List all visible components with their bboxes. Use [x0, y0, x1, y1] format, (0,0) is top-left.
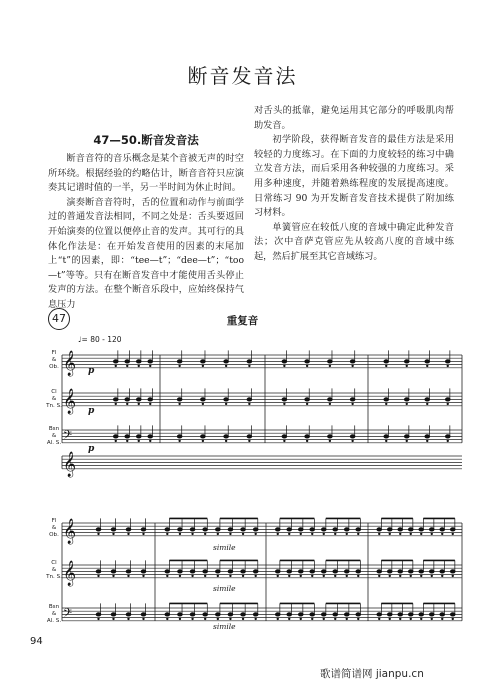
note-head — [190, 613, 195, 616]
note-head — [136, 360, 141, 363]
note-head — [201, 398, 206, 401]
staccato-dot — [452, 533, 453, 534]
staccato-dot — [138, 365, 139, 366]
note-head — [425, 435, 430, 438]
dynamic-piano: p — [88, 444, 95, 454]
staccato-dot — [289, 533, 290, 534]
note-head — [419, 613, 424, 616]
note-head — [126, 570, 131, 573]
section-heading: 47—50.断音发音法 — [93, 133, 199, 147]
note-head — [287, 570, 292, 573]
note-head — [148, 435, 153, 438]
note-head — [377, 528, 382, 531]
note-head — [387, 613, 392, 616]
treble-clef-icon: 𝄞 — [63, 561, 77, 586]
note-head — [419, 570, 424, 573]
note-head — [450, 613, 455, 616]
note-head — [310, 613, 315, 616]
note-head — [190, 570, 195, 573]
note-head — [241, 528, 246, 531]
staccato-dot — [143, 575, 144, 576]
exercise-number: 47 — [48, 308, 70, 330]
staccato-dot — [217, 618, 218, 619]
staccato-dot — [289, 618, 290, 619]
staccato-dot — [323, 575, 324, 576]
note-head — [111, 528, 116, 531]
simile-marking: simile — [213, 543, 236, 552]
staccato-dot — [127, 403, 128, 404]
note-head — [298, 570, 303, 573]
note-head — [275, 570, 280, 573]
note-head — [408, 570, 413, 573]
note-head — [310, 528, 315, 531]
note-head — [356, 613, 361, 616]
staccato-dot — [300, 618, 301, 619]
dynamic-piano: p — [88, 406, 95, 416]
staccato-dot — [427, 365, 428, 366]
note-head — [177, 435, 182, 438]
note-head — [282, 435, 287, 438]
staccato-dot — [421, 575, 422, 576]
watermark: 歌谱简谱网 jianpu.cn — [320, 668, 424, 680]
staccato-dot — [452, 618, 453, 619]
staccato-dot — [179, 365, 180, 366]
staccato-dot — [312, 618, 313, 619]
staccato-dot — [427, 403, 428, 404]
staccato-dot — [115, 365, 116, 366]
note-head — [419, 528, 424, 531]
note-head — [328, 360, 333, 363]
staccato-dot — [329, 403, 330, 404]
staccato-dot — [410, 618, 411, 619]
staccato-dot — [98, 618, 99, 619]
note-head — [344, 570, 349, 573]
note-head — [305, 360, 310, 363]
staccato-dot — [230, 618, 231, 619]
staccato-dot — [255, 533, 256, 534]
staccato-dot — [289, 575, 290, 576]
note-head — [356, 570, 361, 573]
staccato-dot — [442, 575, 443, 576]
staccato-dot — [179, 403, 180, 404]
note-head — [125, 435, 130, 438]
treble-clef-icon: 𝄞 — [63, 452, 77, 477]
note-head — [445, 435, 450, 438]
staff-label-flute-oboe: Fl & Ob. — [49, 518, 59, 538]
staccato-dot — [335, 533, 336, 534]
note-head — [216, 613, 221, 616]
staccato-dot — [242, 575, 243, 576]
staccato-dot — [431, 618, 432, 619]
staccato-dot — [352, 365, 353, 366]
staccato-dot — [138, 440, 139, 441]
staccato-dot — [410, 575, 411, 576]
staccato-dot — [323, 618, 324, 619]
note-head — [203, 613, 208, 616]
note-head — [165, 570, 170, 573]
note-head — [203, 570, 208, 573]
staccato-dot — [312, 575, 313, 576]
note-head — [96, 528, 101, 531]
note-head — [287, 528, 292, 531]
staccato-dot — [431, 575, 432, 576]
note-head — [321, 570, 326, 573]
staccato-dot — [192, 533, 193, 534]
note-head — [241, 613, 246, 616]
note-head — [177, 360, 182, 363]
staccato-dot — [242, 618, 243, 619]
paragraph-continuation: 对舌头的抵靠，避免运用其它部分的呼吸肌肉帮助发音。 — [254, 105, 454, 131]
note-head — [165, 528, 170, 531]
note-head — [224, 435, 229, 438]
staccato-dot — [204, 618, 205, 619]
staccato-dot — [400, 618, 401, 619]
staccato-dot — [389, 533, 390, 534]
note-head — [247, 435, 252, 438]
staccato-dot — [98, 533, 99, 534]
note-head — [228, 570, 233, 573]
staccato-dot — [255, 618, 256, 619]
note-head — [384, 435, 389, 438]
staccato-dot — [352, 440, 353, 441]
note-head — [350, 398, 355, 401]
note-head — [384, 398, 389, 401]
staff-label-bassoon-alto-sax: Bsn & Al. S. — [46, 604, 62, 624]
staccato-dot — [113, 618, 114, 619]
note-head — [377, 570, 382, 573]
note-head — [445, 360, 450, 363]
note-head — [165, 613, 170, 616]
note-head — [201, 435, 206, 438]
note-head — [253, 528, 258, 531]
staccato-dot — [421, 533, 422, 534]
staccato-dot — [389, 618, 390, 619]
staccato-dot — [352, 403, 353, 404]
note-head — [224, 398, 229, 401]
note-head — [425, 360, 430, 363]
staccato-dot — [329, 365, 330, 366]
staccato-dot — [230, 533, 231, 534]
staccato-dot — [306, 403, 307, 404]
staccato-dot — [400, 575, 401, 576]
staccato-dot — [406, 365, 407, 366]
note-head — [111, 613, 116, 616]
simile-marking: simile — [213, 584, 236, 593]
staccato-dot — [128, 575, 129, 576]
note-head — [125, 360, 130, 363]
staccato-dot — [249, 440, 250, 441]
note-head — [287, 613, 292, 616]
staccato-dot — [400, 533, 401, 534]
note-head — [408, 528, 413, 531]
note-head — [408, 613, 413, 616]
staccato-dot — [389, 575, 390, 576]
bass-clef-icon: 𝄢 — [63, 429, 73, 445]
staccato-dot — [128, 533, 129, 534]
note-head — [440, 528, 445, 531]
note-head — [141, 613, 146, 616]
staff-label-clarinet-tenor-sax: Cl & Tn. S. — [46, 560, 62, 580]
staccato-dot — [202, 440, 203, 441]
staccato-dot — [386, 365, 387, 366]
staccato-dot — [346, 533, 347, 534]
exercise-title: 重复音 — [226, 315, 259, 327]
staccato-dot — [358, 533, 359, 534]
note-head — [445, 398, 450, 401]
staccato-dot — [447, 365, 448, 366]
note-head — [113, 360, 118, 363]
staccato-dot — [179, 533, 180, 534]
note-head — [253, 613, 258, 616]
note-head — [344, 613, 349, 616]
note-head — [356, 528, 361, 531]
note-head — [126, 528, 131, 531]
note-head — [282, 360, 287, 363]
note-head — [305, 435, 310, 438]
note-head — [178, 570, 183, 573]
note-head — [136, 398, 141, 401]
note-head — [350, 435, 355, 438]
staccato-dot — [202, 403, 203, 404]
staccato-dot — [379, 618, 380, 619]
note-head — [321, 528, 326, 531]
staccato-dot — [406, 440, 407, 441]
paragraph: 单簧管应在较低八度的音域中确定此种发音法；次中音萨克管应先从较高八度的音域中练起，然后扩展至其它音域练习。 — [254, 221, 454, 262]
treble-clef-icon: 𝄞 — [63, 389, 77, 414]
staccato-dot — [225, 440, 226, 441]
note-head — [253, 570, 258, 573]
staccato-dot — [217, 533, 218, 534]
staccato-dot — [204, 575, 205, 576]
staccato-dot — [386, 440, 387, 441]
staccato-dot — [113, 533, 114, 534]
staccato-dot — [98, 575, 99, 576]
staccato-dot — [242, 533, 243, 534]
note-head — [201, 360, 206, 363]
staccato-dot — [127, 440, 128, 441]
staccato-dot — [452, 575, 453, 576]
staccato-dot — [128, 618, 129, 619]
staccato-dot — [447, 403, 448, 404]
staccato-dot — [306, 440, 307, 441]
bass-clef-icon: 𝄢 — [63, 607, 73, 623]
note-head — [125, 398, 130, 401]
note-head — [398, 528, 403, 531]
note-head — [387, 528, 392, 531]
note-head — [333, 613, 338, 616]
staccato-dot — [150, 403, 151, 404]
note-head — [384, 360, 389, 363]
staccato-dot — [427, 440, 428, 441]
dynamic-piano: p — [88, 366, 95, 376]
staccato-dot — [192, 618, 193, 619]
staccato-dot — [406, 403, 407, 404]
staccato-dot — [442, 533, 443, 534]
note-head — [178, 613, 183, 616]
note-head — [190, 528, 195, 531]
note-head — [113, 435, 118, 438]
staccato-dot — [300, 533, 301, 534]
staccato-dot — [358, 618, 359, 619]
staccato-dot — [346, 575, 347, 576]
staccato-dot — [329, 440, 330, 441]
staccato-dot — [249, 403, 250, 404]
staccato-dot — [230, 575, 231, 576]
tempo-marking: ♩= 80 - 120 — [78, 335, 122, 344]
staccato-dot — [277, 533, 278, 534]
staccato-dot — [312, 533, 313, 534]
paragraph: 演奏断音音符时，舌的位置和动作与前面学过的普通发音法相同，不同之处是：舌头要返回开始演奏的位置以便停止音的发声。其可行的具体化作法是：在开始发音使用的因素的末尾加上“t”的因素，即：“tee—t”；“dee—t”；“too—t”等等。只有在断音发音中才能使用舌头停止发声的方法。在整个断音乐段中，应始终保持气息压力 — [48, 196, 244, 310]
note-head — [96, 613, 101, 616]
staccato-dot — [379, 575, 380, 576]
staccato-dot — [127, 365, 128, 366]
staccato-dot — [115, 440, 116, 441]
staccato-dot — [284, 403, 285, 404]
staccato-dot — [431, 533, 432, 534]
note-head — [275, 528, 280, 531]
note-head — [425, 398, 430, 401]
staccato-dot — [323, 533, 324, 534]
note-head — [96, 570, 101, 573]
staff-label-clarinet-tenor-sax: Cl & Tn. S. — [46, 389, 62, 409]
staccato-dot — [179, 618, 180, 619]
staff-label-bassoon-alto-sax: Bsn & Al. S. — [46, 426, 62, 446]
staccato-dot — [358, 575, 359, 576]
staccato-dot — [202, 365, 203, 366]
note-head — [148, 360, 153, 363]
staccato-dot — [277, 575, 278, 576]
staccato-dot — [284, 440, 285, 441]
note-head — [305, 398, 310, 401]
staccato-dot — [249, 365, 250, 366]
note-head — [328, 435, 333, 438]
staccato-dot — [150, 440, 151, 441]
staccato-dot — [346, 618, 347, 619]
note-head — [333, 570, 338, 573]
staccato-dot — [167, 575, 168, 576]
note-head — [298, 613, 303, 616]
note-head — [216, 528, 221, 531]
note-head — [404, 435, 409, 438]
staccato-dot — [277, 618, 278, 619]
note-head — [429, 528, 434, 531]
note-head — [450, 570, 455, 573]
note-head — [111, 570, 116, 573]
staccato-dot — [225, 365, 226, 366]
note-head — [126, 613, 131, 616]
simile-marking: simile — [213, 622, 236, 631]
note-head — [333, 528, 338, 531]
note-head — [203, 528, 208, 531]
note-head — [228, 528, 233, 531]
staccato-dot — [150, 365, 151, 366]
note-head — [247, 360, 252, 363]
staccato-dot — [442, 618, 443, 619]
staccato-dot — [306, 365, 307, 366]
staccato-dot — [167, 533, 168, 534]
staccato-dot — [335, 618, 336, 619]
note-head — [387, 570, 392, 573]
staccato-dot — [115, 403, 116, 404]
staccato-dot — [217, 575, 218, 576]
note-head — [216, 570, 221, 573]
treble-clef-icon: 𝄞 — [63, 519, 77, 544]
staff-label-flute-oboe: Fl & Ob. — [49, 350, 59, 370]
note-head — [241, 570, 246, 573]
note-head — [440, 570, 445, 573]
note-head — [275, 613, 280, 616]
staccato-dot — [143, 533, 144, 534]
staccato-dot — [179, 575, 180, 576]
note-head — [148, 398, 153, 401]
staccato-dot — [204, 533, 205, 534]
staccato-dot — [138, 403, 139, 404]
note-head — [398, 613, 403, 616]
note-head — [398, 570, 403, 573]
staccato-dot — [143, 618, 144, 619]
staccato-dot — [335, 575, 336, 576]
page-title: 断音发音法 — [187, 64, 298, 88]
note-head — [404, 398, 409, 401]
note-head — [321, 613, 326, 616]
note-head — [404, 360, 409, 363]
note-head — [377, 613, 382, 616]
note-head — [141, 570, 146, 573]
note-head — [328, 398, 333, 401]
note-head — [136, 435, 141, 438]
staccato-dot — [113, 575, 114, 576]
note-head — [344, 528, 349, 531]
note-head — [429, 613, 434, 616]
staccato-dot — [167, 618, 168, 619]
treble-clef-icon: 𝄞 — [63, 351, 77, 376]
staccato-dot — [410, 533, 411, 534]
staccato-dot — [179, 440, 180, 441]
staccato-dot — [447, 440, 448, 441]
note-head — [178, 528, 183, 531]
note-head — [429, 570, 434, 573]
staccato-dot — [300, 575, 301, 576]
note-head — [450, 528, 455, 531]
paragraph: 断音音符的音乐概念是某个音被无声的时空所环绕。根据经验的约略估计，断音音符只应演奏其记谱时值的一半，另一半时间为休止时间。 — [48, 153, 244, 194]
note-head — [141, 528, 146, 531]
note-head — [113, 398, 118, 401]
note-head — [224, 360, 229, 363]
note-head — [350, 360, 355, 363]
staccato-dot — [255, 575, 256, 576]
note-head — [440, 613, 445, 616]
page-number: 94 — [30, 636, 43, 647]
staccato-dot — [421, 618, 422, 619]
note-head — [228, 613, 233, 616]
staccato-dot — [225, 403, 226, 404]
note-head — [298, 528, 303, 531]
note-head — [310, 570, 315, 573]
staccato-dot — [386, 403, 387, 404]
note-head — [177, 398, 182, 401]
note-head — [282, 398, 287, 401]
paragraph: 初学阶段，获得断音发音的最佳方法是采用较轻的力度练习。在下面的力度较轻的练习中确立发音方法，而后采用各种较强的力度练习。采用多种速度，并随着熟练程度的发展提高速度。日常练习 90 为开发断音发音技术提供了附加练习材料。 — [254, 134, 454, 219]
staccato-dot — [192, 575, 193, 576]
note-head — [247, 398, 252, 401]
staccato-dot — [284, 365, 285, 366]
staccato-dot — [379, 533, 380, 534]
